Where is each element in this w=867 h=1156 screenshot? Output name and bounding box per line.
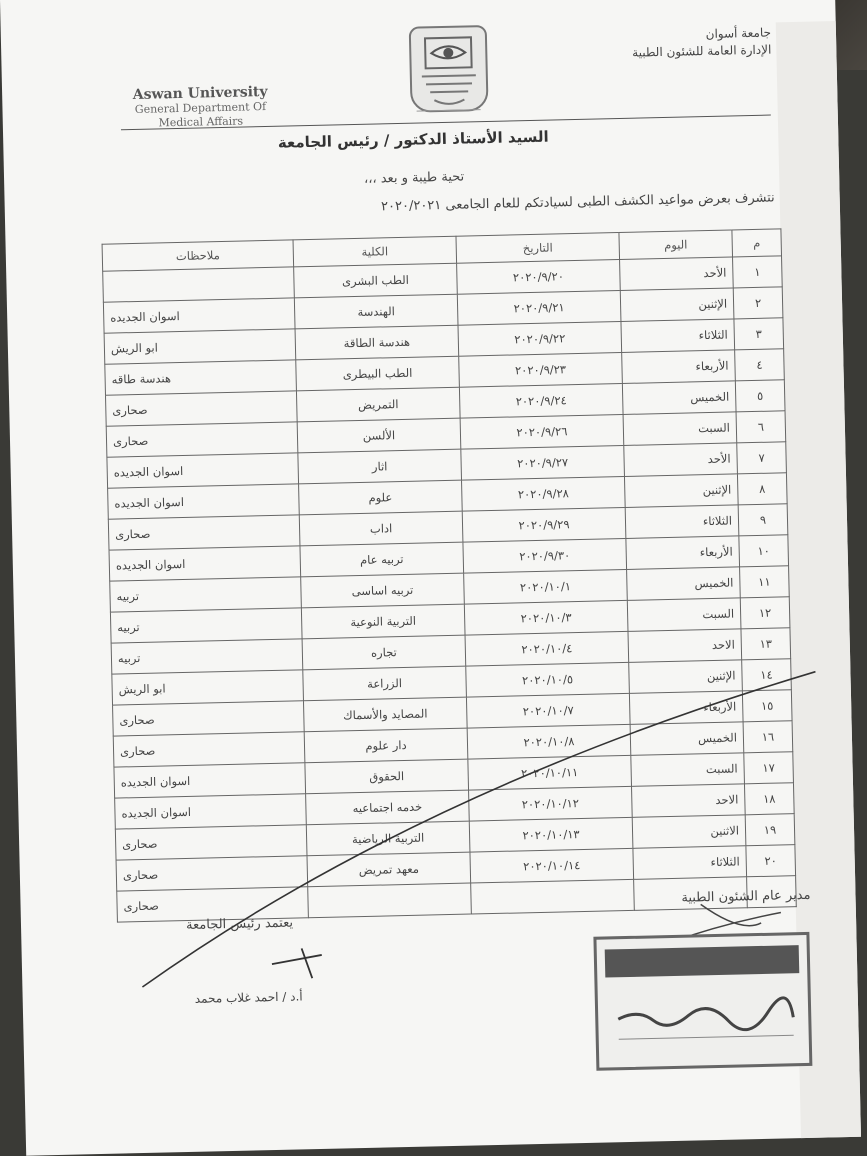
header-notes: ملاحظات: [102, 240, 294, 271]
cell-notes: ابو الريش: [104, 329, 296, 364]
cell-faculty: تربيه اساسى: [301, 573, 465, 608]
cell-date: ٢٠٢٠/١٠/١٤: [470, 848, 634, 883]
cell-faculty: اثار: [298, 449, 462, 484]
cell-num: ٤: [735, 349, 785, 381]
cell-num: ١٠: [739, 535, 789, 567]
cell-faculty: تربيه عام: [300, 542, 464, 577]
cell-date: ٢٠٢٠/١٠/١١: [468, 755, 632, 790]
cell-day: الأحد: [620, 257, 734, 291]
cell-num: ١٤: [742, 659, 792, 691]
cell-num: ٢: [733, 287, 783, 319]
cell-faculty: هندسة الطاقة: [295, 325, 459, 360]
cell-day: الاحد: [628, 629, 742, 663]
cell-num: ١٧: [744, 752, 794, 784]
cell-notes: ابو الريش: [112, 670, 304, 705]
cell-date: ٢٠٢٠/٩/٢٨: [462, 476, 626, 511]
cell-day: الخميس: [627, 567, 741, 601]
cell-date: ٢٠٢٠/١٠/٥: [466, 662, 630, 697]
president-approval-label: يعتمد رئيس الجامعة: [185, 915, 294, 934]
cell-date: ٢٠٢٠/٩/٢٦: [460, 414, 624, 449]
intro-line: نتشرف بعرض مواعيد الكشف الطبى لسيادتكم للعام الجامعى ٢٠٢٠/٢٠٢١: [380, 190, 775, 215]
cell-num: ٢٠: [746, 845, 796, 877]
cell-num: ١: [733, 256, 783, 288]
cell-num: ١٦: [743, 721, 793, 753]
cell-notes: اسوان الجديده: [107, 453, 299, 488]
cell-date: ٢٠٢٠/٩/٢٤: [459, 383, 623, 418]
cell-day: الأربعاء: [626, 536, 740, 570]
director-signature-title: مدير عام الشئون الطبية: [681, 887, 811, 906]
cell-date: ٢٠٢٠/٩/٢٠: [457, 260, 621, 295]
cell-day: الأحد: [624, 443, 738, 477]
cell-day: الأربعاء: [622, 350, 736, 384]
cell-num: ١٢: [740, 597, 790, 629]
cell-faculty: خدمه اجتماعيه: [306, 790, 470, 825]
cell-notes: تربيه: [111, 639, 303, 674]
cell-day: الإثنين: [624, 474, 738, 508]
cell-faculty: المصايد والأسماك: [303, 697, 467, 732]
cell-num: ١٥: [742, 690, 792, 722]
cell-num: ٧: [737, 442, 787, 474]
addressee-line: السيد الأستاذ الدكتور / رئيس الجامعة: [277, 127, 549, 152]
university-name-ar: جامعة أسوان: [705, 25, 772, 41]
cell-day: الثلاثاء: [633, 846, 747, 880]
cell-notes: اسوان الجديده: [114, 763, 306, 798]
cell-day: السبت: [631, 753, 745, 787]
header-day: اليوم: [619, 230, 733, 260]
cell-day: الخميس: [622, 381, 736, 415]
cell-date: ٢٠٢٠/٩/٣٠: [463, 538, 627, 573]
cell-notes: اسوان الجديده: [108, 484, 300, 519]
header-faculty: الكلية: [293, 236, 457, 267]
cell-notes: اسوان الجديده: [115, 794, 307, 829]
cell-faculty: التربية الرياضية: [306, 821, 470, 856]
cell-notes: صحارى: [113, 701, 305, 736]
cell-day: الإثنين: [629, 660, 743, 694]
cell-faculty: علوم: [299, 480, 463, 515]
cell-faculty: التربية النوعية: [301, 604, 465, 639]
cell-day: الإثنين: [620, 288, 734, 322]
cell-faculty: الحقوق: [305, 759, 469, 794]
cell-notes: صحارى: [105, 391, 297, 426]
cell-num: ١٣: [741, 628, 791, 660]
cell-day: السبت: [627, 598, 741, 632]
cell-date: ٢٠٢٠/١٠/١٣: [469, 817, 633, 852]
cell-date: ٢٠٢٠/٩/٢١: [457, 291, 621, 326]
cell-num: ١١: [740, 566, 790, 598]
cell-faculty: معهد تمريض: [307, 852, 471, 887]
cell-notes: صحارى: [113, 732, 305, 767]
greeting-line: تحية طيبة و بعد ،،،: [363, 169, 465, 187]
cell-date: ٢٠٢٠/٩/٢٣: [459, 352, 623, 387]
cell-date: ٢٠٢٠/١٠/٤: [465, 631, 629, 666]
cell-num: ٨: [737, 473, 787, 505]
cell-day: الثلاثاء: [621, 319, 735, 353]
cell-faculty: الطب البشرى: [294, 263, 458, 298]
cell-notes: صحارى: [116, 856, 308, 891]
cell-date: ٢٠٢٠/٩/٢٢: [458, 321, 622, 356]
department-name-en-2: Medical Affairs: [158, 114, 244, 130]
cell-date: ٢٠٢٠/١٠/٨: [467, 724, 631, 759]
cell-day: الاثنين: [632, 815, 746, 849]
cell-notes: صحارى: [115, 825, 307, 860]
cell-date: ٢٠٢٠/١٠/١: [464, 569, 628, 604]
header-date: التاريخ: [456, 233, 620, 264]
cell-notes: تربيه: [110, 608, 302, 643]
cell-day: الثلاثاء: [625, 505, 739, 539]
cell-faculty: الزراعة: [303, 666, 467, 701]
cell-date: ٢٠٢٠/٩/٢٩: [462, 507, 626, 542]
president-name: أ.د / احمد غلاب محمد: [194, 989, 303, 1006]
cell-num: ١٩: [745, 814, 795, 846]
cell-faculty: الهندسة: [294, 294, 458, 329]
cell-num: ٦: [736, 411, 786, 443]
cell-date: ٢٠٢٠/٩/٢٧: [461, 445, 625, 480]
cell-notes: صحارى: [106, 422, 298, 457]
cell-day: الخميس: [630, 722, 744, 756]
cell-date: ٢٠٢٠/١٠/٧: [466, 693, 630, 728]
cell-day: السبت: [623, 412, 737, 446]
cell-num: ٣: [734, 318, 784, 350]
cell-date: ٢٠٢٠/١٠/٣: [464, 600, 628, 635]
cell-day: الأربعاء: [629, 691, 743, 725]
department-name-ar: الإدارة العامة للشئون الطبية: [632, 42, 772, 60]
cell-faculty: الطب البيطرى: [296, 356, 460, 391]
cell-faculty: تجاره: [302, 635, 466, 670]
cell-notes: هندسة طاقه: [105, 360, 297, 395]
cell-num: ٩: [738, 504, 788, 536]
official-stamp: [593, 932, 812, 1071]
header-num: م: [732, 229, 782, 257]
cell-notes: اسوان الجديده: [103, 298, 295, 333]
cell-num: ١٨: [744, 783, 794, 815]
cell-notes: تربيه: [110, 577, 302, 612]
cell-faculty: دار علوم: [304, 728, 468, 763]
cell-faculty: الألسن: [297, 418, 461, 453]
university-name-en: Aswan University: [132, 83, 268, 104]
cell-notes: صحارى: [117, 887, 309, 922]
cell-notes: اسوان الجديده: [109, 546, 301, 581]
cell-notes: صحارى: [108, 515, 300, 550]
cell-day: الاحد: [632, 784, 746, 818]
cell-faculty: اداب: [299, 511, 463, 546]
cell-date: ٢٠٢٠/١٠/١٢: [469, 786, 633, 821]
cell-num: ٥: [735, 380, 785, 412]
department-name-en-1: General Department Of: [134, 99, 267, 116]
cell-faculty: التمريض: [296, 387, 460, 422]
